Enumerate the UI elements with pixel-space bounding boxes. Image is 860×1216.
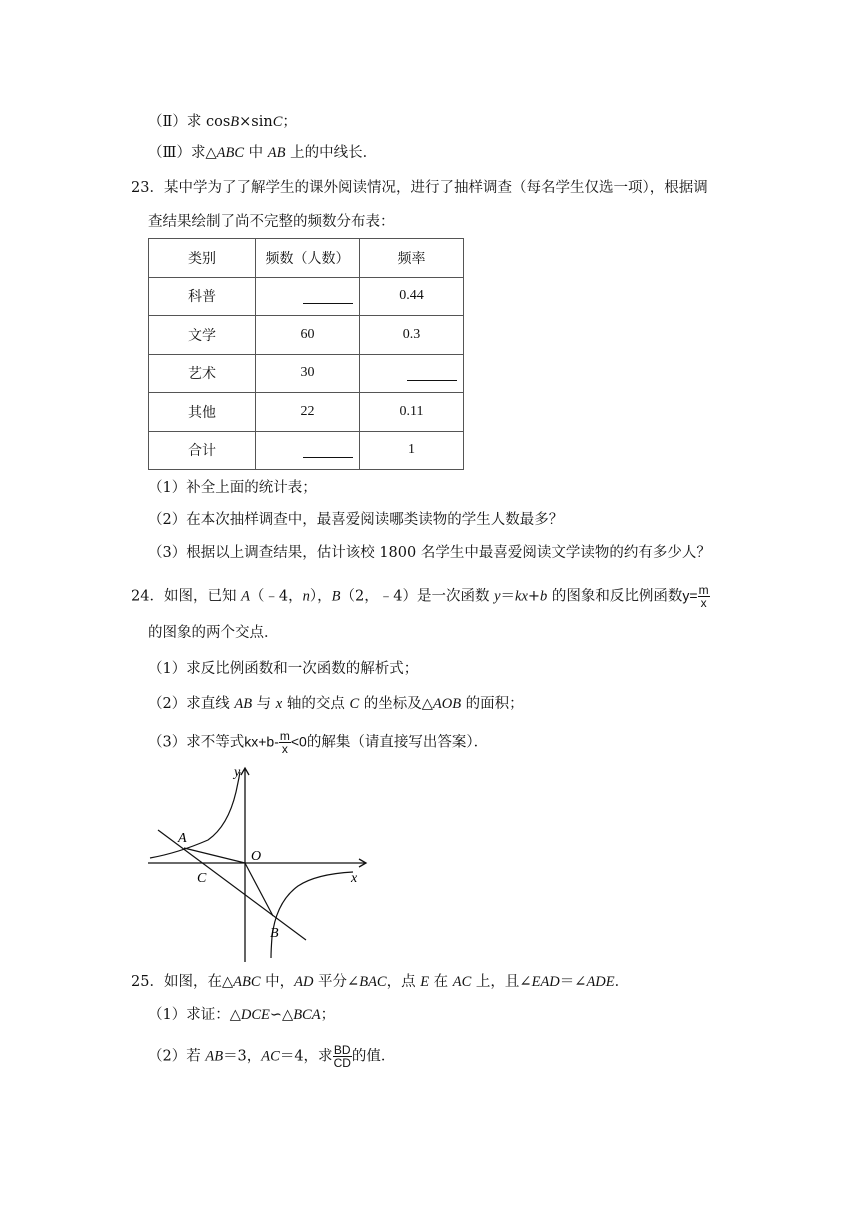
q23-stem-line2: 查结果绘制了尚不完整的频数分布表： — [148, 214, 395, 230]
var: AC — [261, 1048, 280, 1065]
text: 中， — [260, 974, 295, 990]
text: ×sin — [239, 114, 273, 130]
line-ab — [158, 830, 306, 940]
frac-num: BD — [333, 1043, 351, 1057]
cell-category: 科普 — [149, 277, 256, 316]
text: ； — [320, 1007, 336, 1023]
text: 上，且∠ — [471, 974, 532, 990]
var: n — [302, 588, 310, 605]
var: E — [420, 974, 430, 990]
frac-den: x — [700, 596, 707, 610]
cell-category: 艺术 — [149, 354, 256, 393]
q24-stem — [131, 584, 710, 609]
text: 的坐标及△ — [359, 696, 433, 712]
hyperbola-branch-lower — [271, 872, 353, 958]
fraction-bd-over-cd — [333, 1044, 352, 1069]
math-y: y= — [682, 587, 698, 604]
cell-count-blank — [256, 277, 360, 316]
fraction-m-over-x — [279, 730, 291, 755]
table-row — [149, 354, 464, 393]
var: B — [230, 114, 240, 130]
text: + — [527, 588, 541, 605]
frac-den: x — [281, 742, 288, 756]
var: AC — [452, 974, 472, 990]
label-y: y — [234, 765, 241, 780]
math-expr: kx+b- — [244, 733, 279, 750]
label-x: x — [351, 871, 358, 886]
var: y — [494, 588, 501, 605]
table-row — [149, 431, 464, 470]
var: C — [349, 696, 360, 712]
var: A — [241, 588, 250, 605]
q25-sub2 — [148, 1044, 395, 1069]
text: （2）求直线 — [148, 696, 235, 712]
text: 平分∠ — [313, 974, 360, 990]
text: ∽△ — [269, 1007, 294, 1023]
text: 的值． — [351, 1048, 396, 1065]
q24-sub1: （1）求反比例函数和一次函数的解析式； — [148, 661, 419, 677]
text: ，点 — [386, 974, 421, 990]
var: BAC — [359, 974, 387, 990]
var: AB — [234, 696, 253, 712]
text: 的面积； — [461, 696, 524, 712]
answer-blank — [303, 443, 353, 458]
fraction-m-over-x — [698, 584, 710, 609]
label-a: A — [178, 831, 187, 846]
text: 上的中线长． — [285, 145, 378, 161]
q23-sub2: （2）在本次抽样调查中，最喜爱阅读哪类读物的学生人数最多？ — [148, 512, 564, 528]
cell-rate: 0.11 — [360, 393, 464, 432]
cell-count: 60 — [256, 316, 360, 355]
hyperbola-branch-upper — [150, 772, 240, 858]
q24-stem-line2: 的图象的两个交点． — [148, 625, 279, 641]
var: AB — [267, 145, 286, 161]
var: ABC — [216, 145, 245, 161]
var: BCA — [293, 1007, 321, 1023]
q23-stem-line1: 23．某中学为了了解学生的课外阅读情况，进行了抽样调查（每名学生仅选一项），根据调 — [131, 180, 708, 196]
var: C — [272, 114, 283, 130]
cell-count: 30 — [256, 354, 360, 393]
q24-sub3 — [148, 730, 488, 755]
text: 25．如图，在△ — [131, 974, 234, 990]
cell-rate: 0.44 — [360, 277, 464, 316]
text: ＝4，求 — [279, 1048, 333, 1065]
text: 在 — [429, 974, 453, 990]
frac-den: CD — [333, 1056, 351, 1070]
q25-stem — [131, 972, 629, 992]
text: （2）若 — [148, 1048, 206, 1065]
table-row — [149, 393, 464, 432]
math-lt: <0 — [290, 733, 307, 750]
text: （2，﹣4）是一次函数 — [340, 588, 495, 605]
text: （1）求证：△ — [148, 1007, 241, 1023]
q24-sub2 — [148, 694, 524, 714]
var: EAD — [531, 974, 560, 990]
var: AD — [294, 974, 314, 990]
cell-rate: 0.3 — [360, 316, 464, 355]
q23-sub1: （1）补全上面的统计表； — [148, 480, 317, 496]
text: ＝3， — [223, 1048, 262, 1065]
table-row — [149, 277, 464, 316]
cell-rate-blank — [360, 354, 464, 393]
header-count: 频数（人数） — [256, 239, 360, 278]
var: ADE — [586, 974, 615, 990]
cell-count-blank — [256, 431, 360, 470]
text: 轴的交点 — [282, 696, 350, 712]
text: ． — [614, 974, 630, 990]
var: AOB — [432, 696, 462, 712]
text: （Ⅲ）求△ — [148, 145, 217, 161]
cell-rate: 1 — [360, 431, 464, 470]
text: ）， — [309, 588, 332, 605]
text: 的解集（请直接写出答案）． — [306, 734, 489, 751]
var: kx — [515, 588, 528, 605]
label-c: C — [197, 871, 207, 886]
text: 的图象和反比例函数 — [547, 588, 683, 605]
text: （Ⅱ）求 cos — [148, 114, 231, 130]
cell-category: 合计 — [149, 431, 256, 470]
cell-category: 文学 — [149, 316, 256, 355]
text: 中 — [244, 145, 268, 161]
answer-blank — [303, 289, 353, 304]
var: x — [275, 696, 283, 712]
var: B — [331, 588, 341, 605]
var: b — [540, 588, 548, 605]
label-o: O — [251, 849, 262, 864]
cell-category: 其他 — [149, 393, 256, 432]
var: DCE — [240, 1007, 270, 1023]
header-rate: 频率 — [360, 239, 464, 278]
var: AB — [205, 1048, 224, 1065]
text: （3）求不等式 — [148, 734, 245, 751]
text: ＝ — [500, 588, 516, 605]
text: 与 — [252, 696, 276, 712]
segment-ob — [245, 863, 273, 916]
frequency-table — [148, 238, 464, 470]
q23-sub3: （3）根据以上调查结果，估计该校 1800 名学生中最喜爱阅读文学读物的约有多少人？ — [148, 545, 711, 561]
frac-num: m — [698, 583, 709, 597]
table-row — [149, 316, 464, 355]
text: ； — [282, 114, 297, 130]
text: （﹣4， — [249, 588, 303, 605]
table-header-row — [149, 239, 464, 278]
text: 24．如图，已知 — [131, 588, 242, 605]
q25-sub1 — [148, 1005, 335, 1025]
label-b: B — [270, 926, 279, 941]
var: ABC — [233, 974, 261, 990]
q22-part2 — [148, 112, 297, 132]
q22-part3 — [148, 143, 377, 163]
frac-num: m — [279, 729, 290, 743]
cell-count: 22 — [256, 393, 360, 432]
answer-blank — [407, 366, 457, 381]
text: ＝∠ — [559, 974, 587, 990]
function-graph-figure — [148, 762, 374, 962]
header-category: 类别 — [149, 239, 256, 278]
